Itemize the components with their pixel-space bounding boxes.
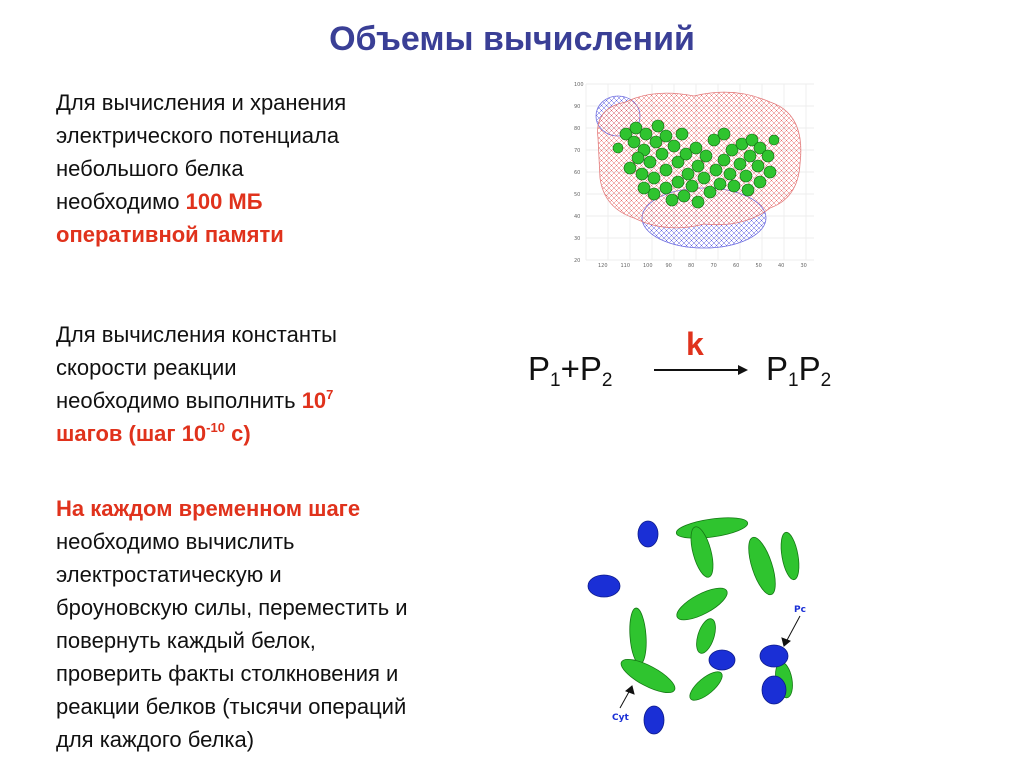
text-line: для каждого белка) — [56, 727, 255, 752]
x-tick-label: 100 — [643, 263, 653, 269]
reactant-1-index: 1 — [550, 370, 561, 391]
product-1-index: 1 — [788, 370, 799, 391]
product-complex — [766, 350, 832, 391]
text-line: повернуть каждый белок, — [56, 628, 316, 653]
y-tick-label: 30 — [574, 236, 581, 242]
reactants — [528, 350, 613, 391]
step-size-exponent: -10 — [206, 420, 225, 435]
x-tick-label: 120 — [598, 263, 608, 269]
product-1: P — [766, 350, 789, 387]
memory-type: оперативной памяти — [56, 222, 284, 247]
per-step-computation-text — [56, 492, 526, 756]
text-line-highlight: На каждом временном шаге — [56, 496, 361, 521]
product-2: P — [798, 350, 821, 387]
y-tick-label: 70 — [574, 148, 581, 154]
text-line — [56, 185, 456, 218]
reaction-arrow-icon — [654, 360, 750, 380]
y-tick-label: 80 — [574, 126, 581, 132]
protein-potential-figure — [574, 78, 820, 270]
text-line: Для вычисления и хранения — [56, 90, 347, 115]
step-size — [56, 417, 476, 450]
text-line: броуновскую силы, переместить и — [56, 595, 408, 620]
x-tick-label: 110 — [620, 263, 631, 269]
memory-requirement-text — [56, 86, 456, 251]
text-line — [56, 384, 476, 417]
pc-label: Pc — [794, 605, 806, 615]
text-line: электрического потенциала — [56, 123, 340, 148]
x-tick-label: 70 — [710, 263, 717, 269]
text-line: небольшого белка — [56, 156, 244, 181]
text-fragment: шагов (шаг 10 — [56, 421, 207, 446]
text-line: проверить факты столкновения и — [56, 661, 399, 686]
x-tick-label: 90 — [665, 263, 672, 269]
y-tick-label: 60 — [574, 170, 581, 176]
reactant-2-index: 2 — [601, 370, 613, 391]
text-line: электростатическую и — [56, 562, 282, 587]
reactant-2: P — [579, 350, 602, 387]
text-fragment: необходимо — [56, 189, 186, 214]
x-tick-label: 30 — [800, 263, 807, 269]
y-tick-label: 90 — [574, 104, 581, 110]
y-tick-label: 40 — [574, 214, 581, 220]
y-tick-label: 20 — [574, 258, 581, 264]
text-fragment: необходимо выполнить — [56, 388, 302, 413]
step-count-base: 10 — [301, 388, 327, 413]
slide-title: Объемы вычислений — [329, 20, 695, 58]
text-line: Для вычисления константы — [56, 322, 337, 347]
text-line: реакции белков (тысячи операций — [56, 694, 407, 719]
text-fragment: с) — [224, 421, 251, 446]
memory-amount: 100 МБ — [185, 189, 263, 214]
y-tick-label: 100 — [574, 82, 584, 88]
y-tick-label: 50 — [574, 192, 581, 198]
x-tick-label: 60 — [733, 263, 740, 269]
cyt-label: Cyt — [612, 713, 629, 723]
text-line: необходимо вычислить — [56, 529, 295, 554]
product-2-index: 2 — [820, 370, 832, 391]
brownian-dynamics-figure — [578, 514, 828, 750]
reactant-1: P — [528, 350, 551, 387]
x-tick-label: 40 — [778, 263, 785, 269]
rate-constant-text — [56, 318, 476, 450]
x-tick-label: 50 — [755, 263, 762, 269]
text-line: скорости реакции — [56, 355, 237, 380]
step-count-exponent: 7 — [326, 387, 334, 402]
plus-sign: + — [560, 350, 580, 387]
step-count — [302, 388, 334, 413]
x-tick-label: 80 — [688, 263, 695, 269]
rate-constant-label: k — [686, 326, 704, 362]
